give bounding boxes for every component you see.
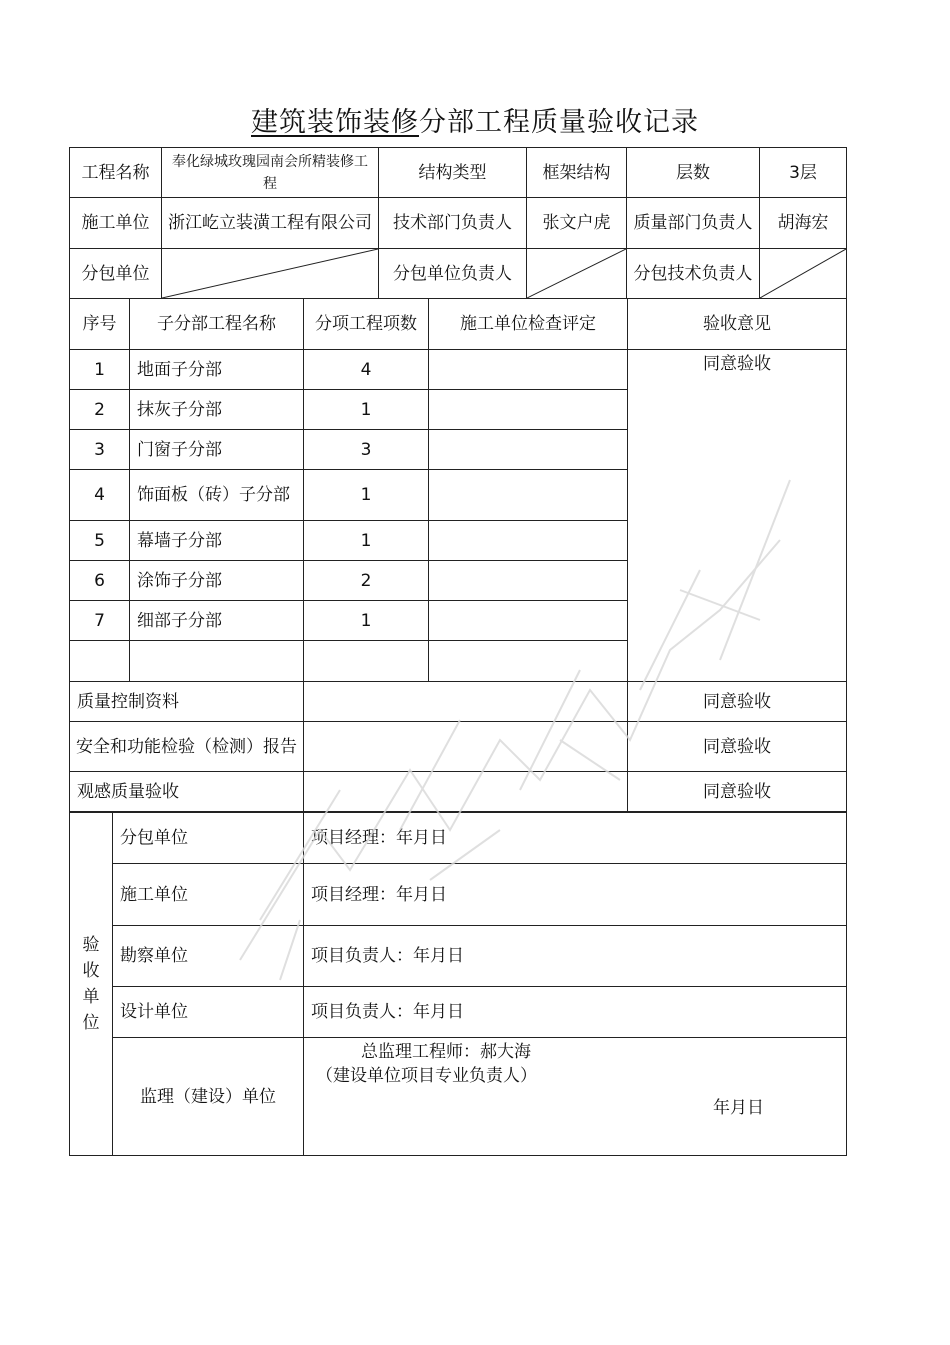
empty-cell <box>304 641 429 682</box>
project-name-value: 奉化绿城玫瑰园南会所精装修工程 <box>162 148 379 198</box>
structure-type-value: 框架结构 <box>527 148 627 198</box>
sub-tech-head-label: 分包技术负责人 <box>627 249 760 299</box>
row-check <box>429 521 628 561</box>
supervisor-line2: （建设单位项目专业负责人） <box>316 1066 537 1086</box>
project-name-label: 工程名称 <box>70 148 162 198</box>
sub-head-label: 分包单位负责人 <box>379 249 527 299</box>
row-check <box>429 561 628 601</box>
supervisor-line1: 总监理工程师：郝大海 <box>361 1042 531 1062</box>
col-header-count: 分项工程项数 <box>304 299 429 350</box>
acceptance-row <box>70 864 847 926</box>
col-header-check: 施工单位检查评定 <box>429 299 628 350</box>
row-name: 饰面板（砖）子分部 <box>130 470 304 521</box>
acceptance-unit: 分包单位 <box>113 813 304 864</box>
contractor-label: 施工单位 <box>70 198 162 249</box>
row-count: 1 <box>304 390 429 430</box>
row-name: 细部子分部 <box>130 601 304 641</box>
row-no: 1 <box>70 350 130 390</box>
row-name: 幕墙子分部 <box>130 521 304 561</box>
contractor-value: 浙江屹立装潢工程有限公司 <box>162 198 379 249</box>
row-name: 抹灰子分部 <box>130 390 304 430</box>
check-value <box>304 772 628 812</box>
sub-tech-head-value-empty <box>760 249 847 299</box>
row-check <box>429 601 628 641</box>
floors-value: 3层 <box>760 148 847 198</box>
supervisor-date: 年月日 <box>713 1098 764 1118</box>
row-count: 1 <box>304 470 429 521</box>
table-row <box>70 350 847 390</box>
check-opinion: 同意验收 <box>628 722 847 772</box>
row-check <box>429 390 628 430</box>
row-no: 6 <box>70 561 130 601</box>
acceptance-unit: 勘察单位 <box>113 926 304 987</box>
row-no: 4 <box>70 470 130 521</box>
floors-label: 层数 <box>627 148 760 198</box>
diagonal-slash-icon <box>162 249 378 298</box>
acceptance-row <box>70 987 847 1038</box>
col-header-name: 子分部工程名称 <box>130 299 304 350</box>
check-opinion: 同意验收 <box>628 772 847 812</box>
acceptance-unit: 设计单位 <box>113 987 304 1038</box>
tech-head-value: 张文户虎 <box>527 198 627 249</box>
check-row <box>70 682 847 722</box>
check-value <box>304 682 628 722</box>
structure-type-label: 结构类型 <box>379 148 527 198</box>
acceptance-group-label: 验收单位 <box>70 813 113 1156</box>
check-label: 安全和功能检验（检测）报告 <box>70 722 304 772</box>
row-name: 门窗子分部 <box>130 430 304 470</box>
row-name: 地面子分部 <box>130 350 304 390</box>
row-count: 2 <box>304 561 429 601</box>
diagonal-slash-icon <box>527 249 626 298</box>
row-count: 4 <box>304 350 429 390</box>
check-opinion: 同意验收 <box>628 682 847 722</box>
row-check <box>429 470 628 521</box>
quality-head-value: 胡海宏 <box>760 198 847 249</box>
check-label: 观感质量验收 <box>70 772 304 812</box>
col-header-no: 序号 <box>70 299 130 350</box>
acceptance-sign: 项目经理：年月日 <box>304 813 847 864</box>
title-part2: 分部工程质量验收记录 <box>419 107 699 138</box>
row-no: 7 <box>70 601 130 641</box>
check-row <box>70 722 847 772</box>
supervisor-unit: 监理（建设）单位 <box>113 1038 304 1156</box>
row-no: 3 <box>70 430 130 470</box>
empty-cell <box>70 641 130 682</box>
acceptance-row <box>70 813 847 864</box>
acceptance-unit: 施工单位 <box>113 864 304 926</box>
row-no: 5 <box>70 521 130 561</box>
row-name: 涂饰子分部 <box>130 561 304 601</box>
row-count: 1 <box>304 601 429 641</box>
acceptance-row <box>70 1038 847 1156</box>
col-header-opinion: 验收意见 <box>628 299 847 350</box>
page-title <box>0 100 950 139</box>
tech-head-label: 技术部门负责人 <box>379 198 527 249</box>
row-count: 3 <box>304 430 429 470</box>
sub-head-value-empty <box>527 249 627 299</box>
check-row <box>70 772 847 812</box>
supervisor-sign <box>304 1038 847 1156</box>
subdivision-table <box>69 298 847 812</box>
subdivision-opinion: 同意验收 <box>628 350 847 682</box>
project-info-table <box>69 147 847 299</box>
diagonal-slash-icon <box>760 249 846 298</box>
row-check <box>429 350 628 390</box>
row-no: 2 <box>70 390 130 430</box>
empty-cell <box>130 641 304 682</box>
title-part1: 建筑装饰装修 <box>251 107 419 138</box>
acceptance-table <box>69 812 847 1156</box>
subcontractor-label: 分包单位 <box>70 249 162 299</box>
quality-head-label: 质量部门负责人 <box>627 198 760 249</box>
check-label: 质量控制资料 <box>70 682 304 722</box>
row-check <box>429 430 628 470</box>
subcontractor-value-empty <box>162 249 379 299</box>
row-count: 1 <box>304 521 429 561</box>
acceptance-sign: 项目负责人：年月日 <box>304 926 847 987</box>
acceptance-sign: 项目负责人：年月日 <box>304 987 847 1038</box>
acceptance-sign: 项目经理：年月日 <box>304 864 847 926</box>
empty-cell <box>429 641 628 682</box>
acceptance-row <box>70 926 847 987</box>
check-value <box>304 722 628 772</box>
